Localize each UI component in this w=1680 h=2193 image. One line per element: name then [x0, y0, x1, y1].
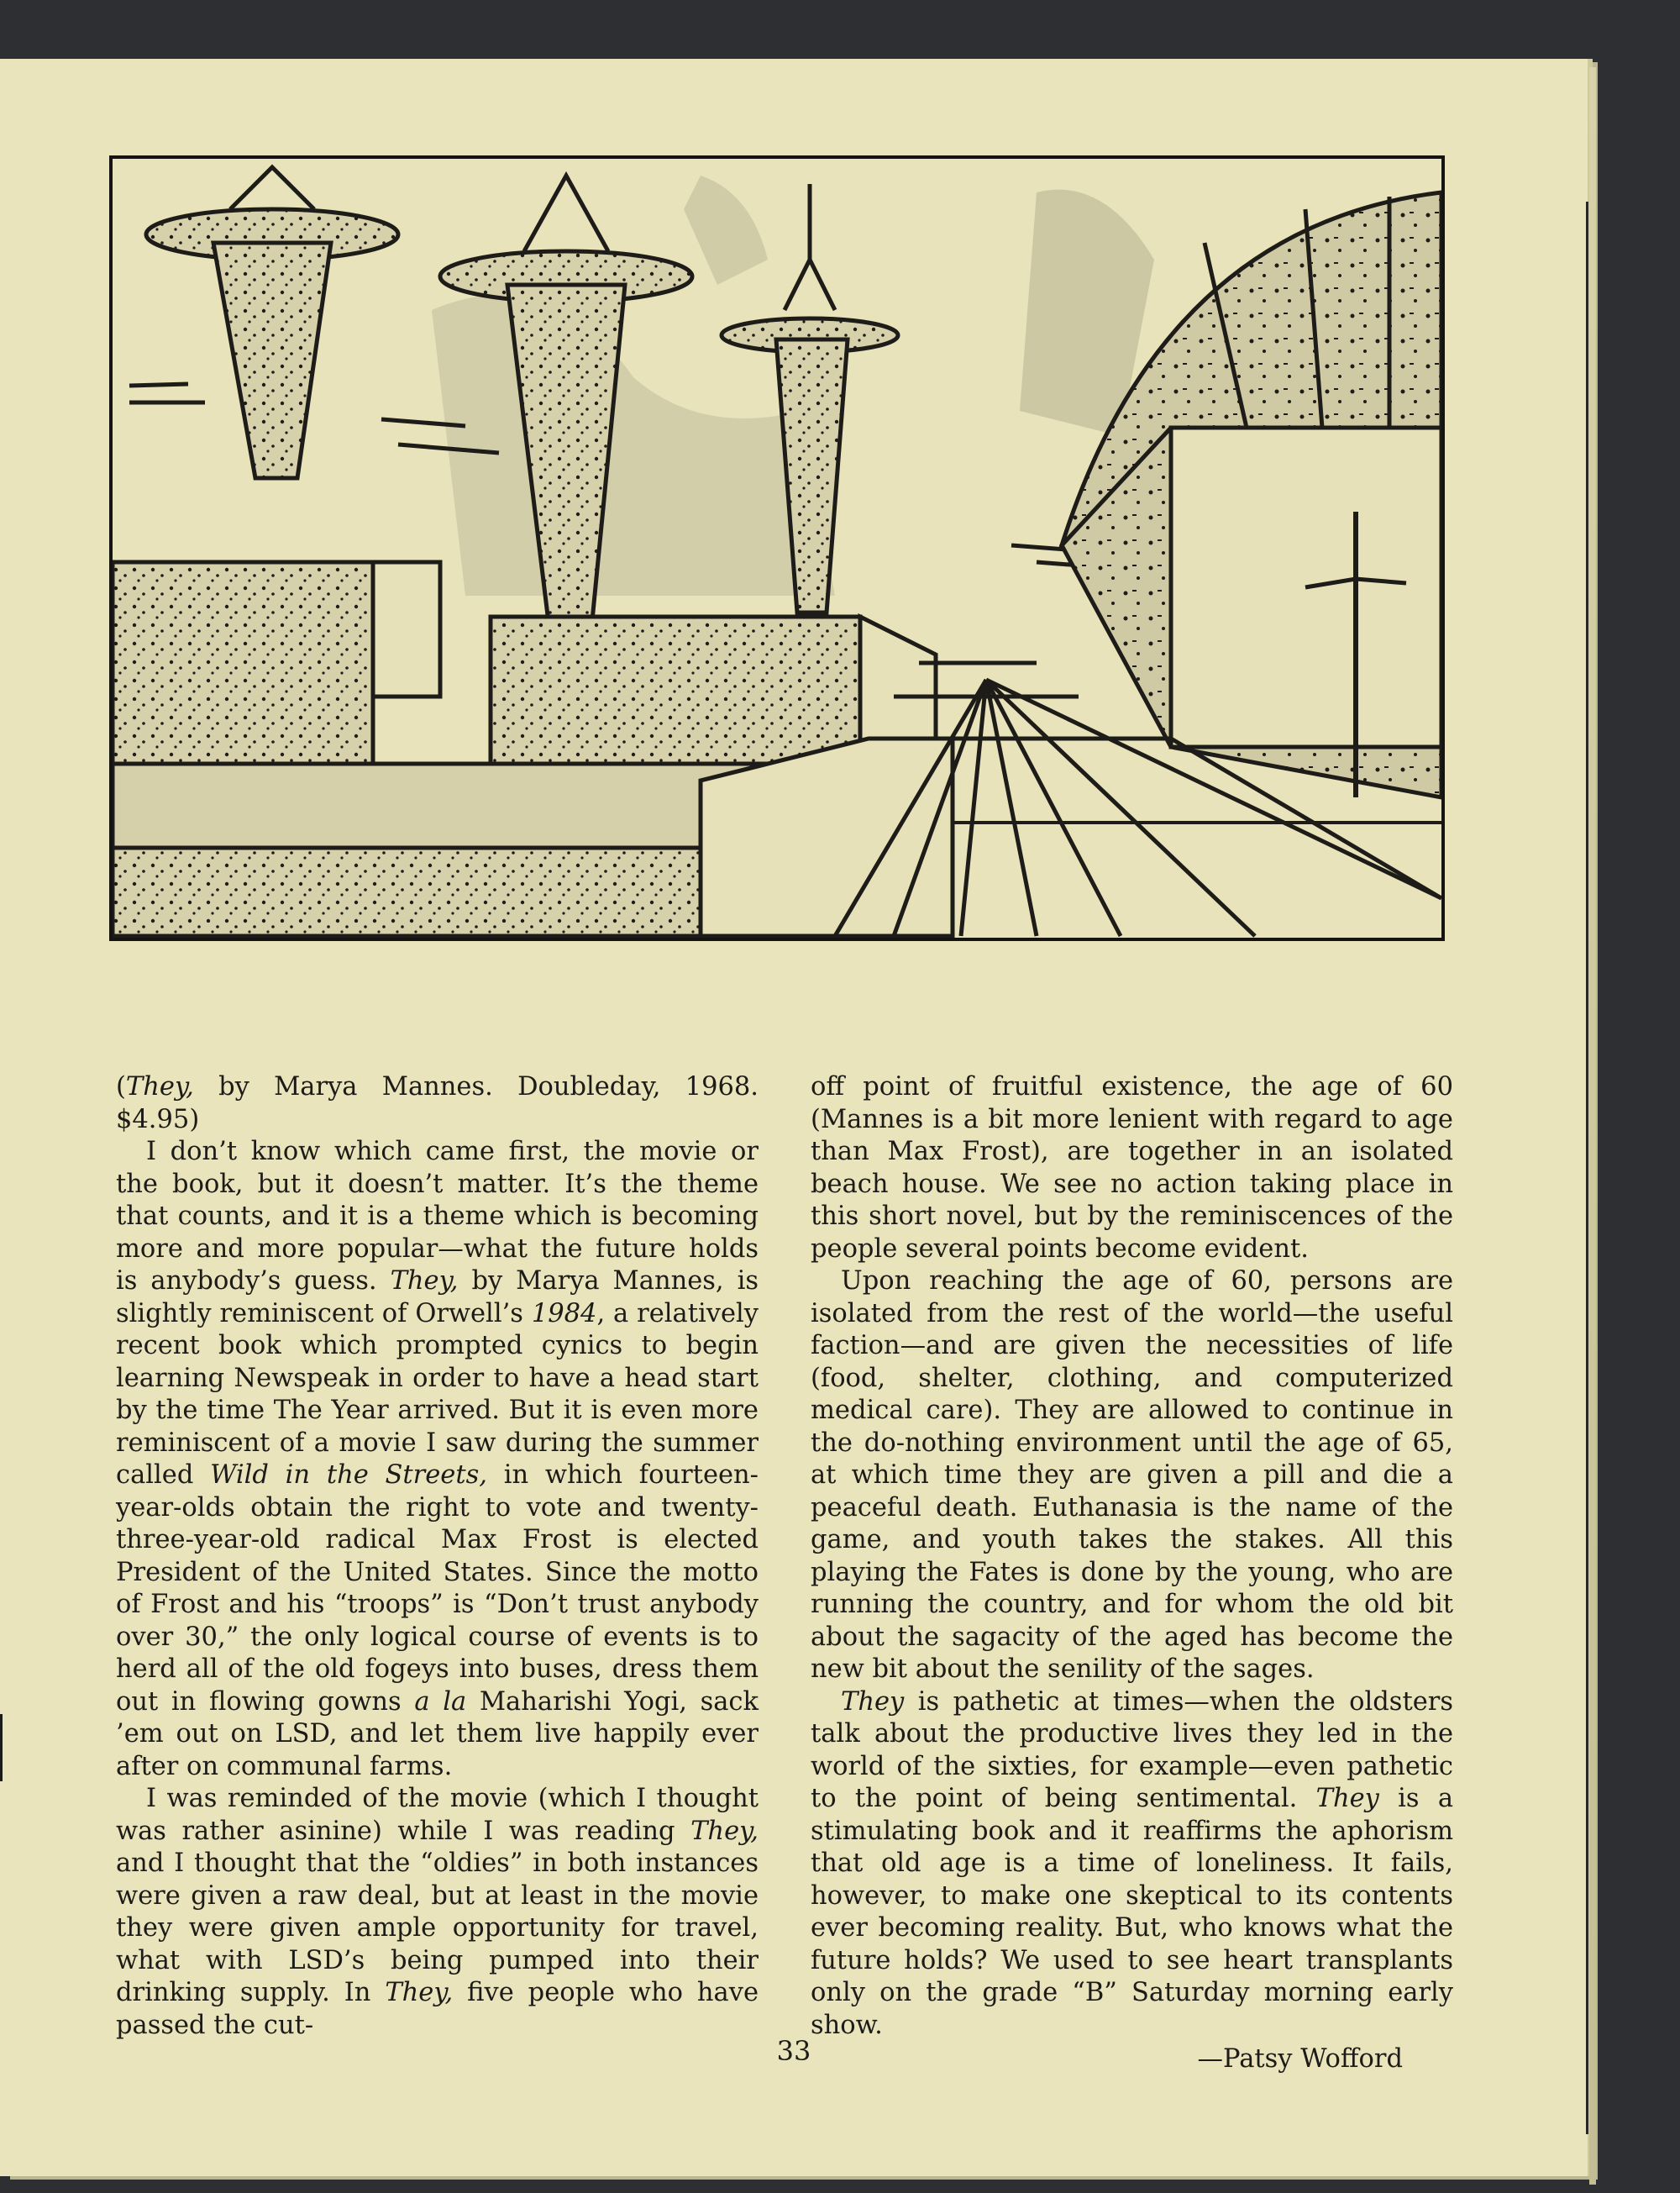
book-title: 1984 — [531, 1298, 597, 1328]
text-run: I don’t know which came first, the movie or the book, but it doesn’t matter. It’s the theme that counts, and it is a theme which is becoming more and more popular—what the future holds is anybody’s guess. — [116, 1137, 759, 1296]
margin-mark — [0, 1714, 3, 1781]
book-title: They, — [390, 1266, 459, 1296]
author-signature: —Patsy Wofford — [1197, 2044, 1403, 2074]
paragraph-1 — [116, 1136, 759, 1783]
article-column-left — [116, 1071, 759, 2042]
paragraph-2 — [116, 1783, 759, 2042]
book-title: They, — [125, 1072, 194, 1102]
text-run: in which fourteen-year-olds obtain the right to vote and twenty-three-year-old radical Max Frost is elected President of the United States. Since the motto of Frost and his “troops” is “Don’t trust anybody over 30,” the only logical course of events is to herd all of the old fogeys into buses, dress them out in flowing gowns — [116, 1460, 759, 1717]
text-run: off point of fruitful existence, the age of 60 (Mannes is a bit more lenient with regard to age than Max Frost), are together in an isolated beach house. We see no action taking place in this short novel, but by the reminiscences of the people several points become evident. — [811, 1072, 1453, 1264]
text-run: Maharishi Yogi, sack ’em out on LSD, and let them live happily ever after on communal farms. — [116, 1686, 759, 1781]
book-title: They — [841, 1686, 905, 1717]
text-run: , a relatively recent book which prompted cynics to begin learning Newspeak in order to have a head start by the time The Year arrived. But it is even more reminiscent of a movie I saw during the summer called — [116, 1298, 759, 1490]
paragraph-3 — [811, 1265, 1453, 1686]
book-title: They, — [690, 1816, 759, 1846]
text-run: is pathetic at times—when the oldsters talk about the productive lives they led in the world of the sixties, for example—even pathetic to the point of being sentimental. — [811, 1686, 1453, 1813]
article-column-right — [811, 1071, 1453, 2076]
book-title: They — [1315, 1784, 1379, 1813]
paragraph-2-continued — [811, 1071, 1453, 1265]
futuristic-city-illustration — [109, 155, 1445, 941]
text-run: I was reminded of the movie (which I thought was rather asinine) while I was reading — [116, 1784, 759, 1846]
foreign-phrase: a la — [414, 1686, 467, 1717]
binding-line — [1586, 202, 1588, 2134]
page-number: 33 — [776, 2035, 811, 2067]
paragraph-4 — [811, 1686, 1453, 2043]
text-run: and I thought that the “oldies” in both instances were given a raw deal, but at least in the movie they were given ample opportunity for travel, what with LSD’s being pumped into their drinking supply. In — [116, 1849, 759, 2007]
text-run: five people who have passed the cut- — [116, 1978, 759, 2040]
text-run: by Marya Mannes, is slightly reminiscent of Orwell’s — [116, 1266, 759, 1328]
futuristic-city-icon — [113, 159, 1441, 938]
page-edge — [1589, 67, 1596, 2185]
text-run: Upon reaching the age of 60, persons are isolated from the rest of the world—the useful faction—and are given the necessities of life (food, shelter, clothing, and computerized medical care). They are allowed to continue in the do-nothing environment until the age of 65, at which time they are given a pill and die a peaceful death. Euthanasia is the name of the game, and youth takes the stakes. All this playing the Fates is done by the young, who are running the country, and for whom the old bit about the sagacity of the aged has become the new bit about the senility of the sages. — [811, 1266, 1453, 1684]
citation-details: by Marya Mannes. Doubleday, 1968. $4.95) — [116, 1072, 759, 1134]
book-citation: (They, by Marya Mannes. Doubleday, 1968. $4.95) — [116, 1072, 759, 1134]
movie-title: Wild in the Streets, — [210, 1460, 487, 1490]
book-title: They, — [385, 1978, 454, 2007]
text-run: is a stimulating book and it reaffirms the aphorism that old age is a time of loneliness. It fails, however, to make one skeptical to its contents ever becoming reality. But, who knows what the future holds? We used to see heart transplants only on the grade “B” Saturday morning early show. — [811, 1784, 1453, 2040]
